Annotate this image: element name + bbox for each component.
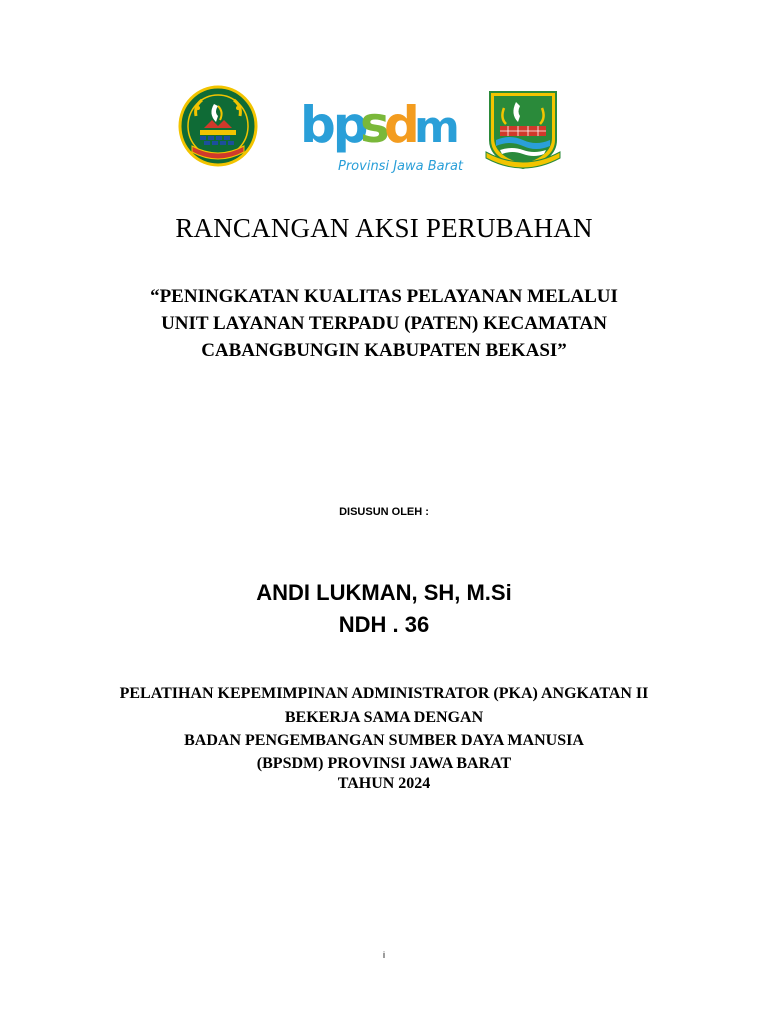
logo-row <box>0 80 768 180</box>
bekasi-emblem-logo <box>482 88 564 172</box>
document-title: RANCANGAN AKSI PERUBAHAN <box>175 213 593 243</box>
subtitle-line-3: CABANGBUNGIN KABUPATEN BEKASI” <box>201 340 567 361</box>
svg-text:d: d <box>384 96 417 154</box>
footer-line-2: BEKERJA SAMA DENGAN <box>284 709 484 726</box>
svg-text:s: s <box>360 96 387 154</box>
page-number: i <box>383 950 385 960</box>
subtitle-line-2: UNIT LAYANAN TERPADU (PATEN) KECAMATAN <box>161 313 607 334</box>
svg-text:m: m <box>414 102 457 153</box>
svg-text:Provinsi Jawa Barat: Provinsi Jawa Barat <box>338 159 464 174</box>
author-name: ANDI LUKMAN, SH, M.Si <box>256 580 512 605</box>
subtitle-line-1: “PENINGKATAN KUALITAS PELAYANAN MELALUI <box>150 286 618 307</box>
footer-line-3: BADAN PENGEMBANGAN SUMBER DAYA MANUSIA <box>184 732 584 749</box>
footer-line-1: PELATIHAN KEPEMIMPINAN ADMINISTRATOR (PKA) ANGKATAN II <box>119 685 649 702</box>
svg-text:bp: bp <box>300 96 366 154</box>
footer-line-5: TAHUN 2024 <box>337 775 431 792</box>
footer-line-4: (BPSDM) PROVINSI JAWA BARAT <box>256 755 512 772</box>
bekasi-emblem-icon <box>482 88 564 172</box>
west-java-emblem-logo <box>178 86 258 168</box>
bpsdm-logo <box>298 84 464 176</box>
author-ndh: NDH . 36 <box>338 612 430 637</box>
prepared-by-label: DISUSUN OLEH : <box>339 506 429 518</box>
west-java-emblem-icon <box>178 86 258 168</box>
bpsdm-wordmark-icon <box>298 84 464 176</box>
